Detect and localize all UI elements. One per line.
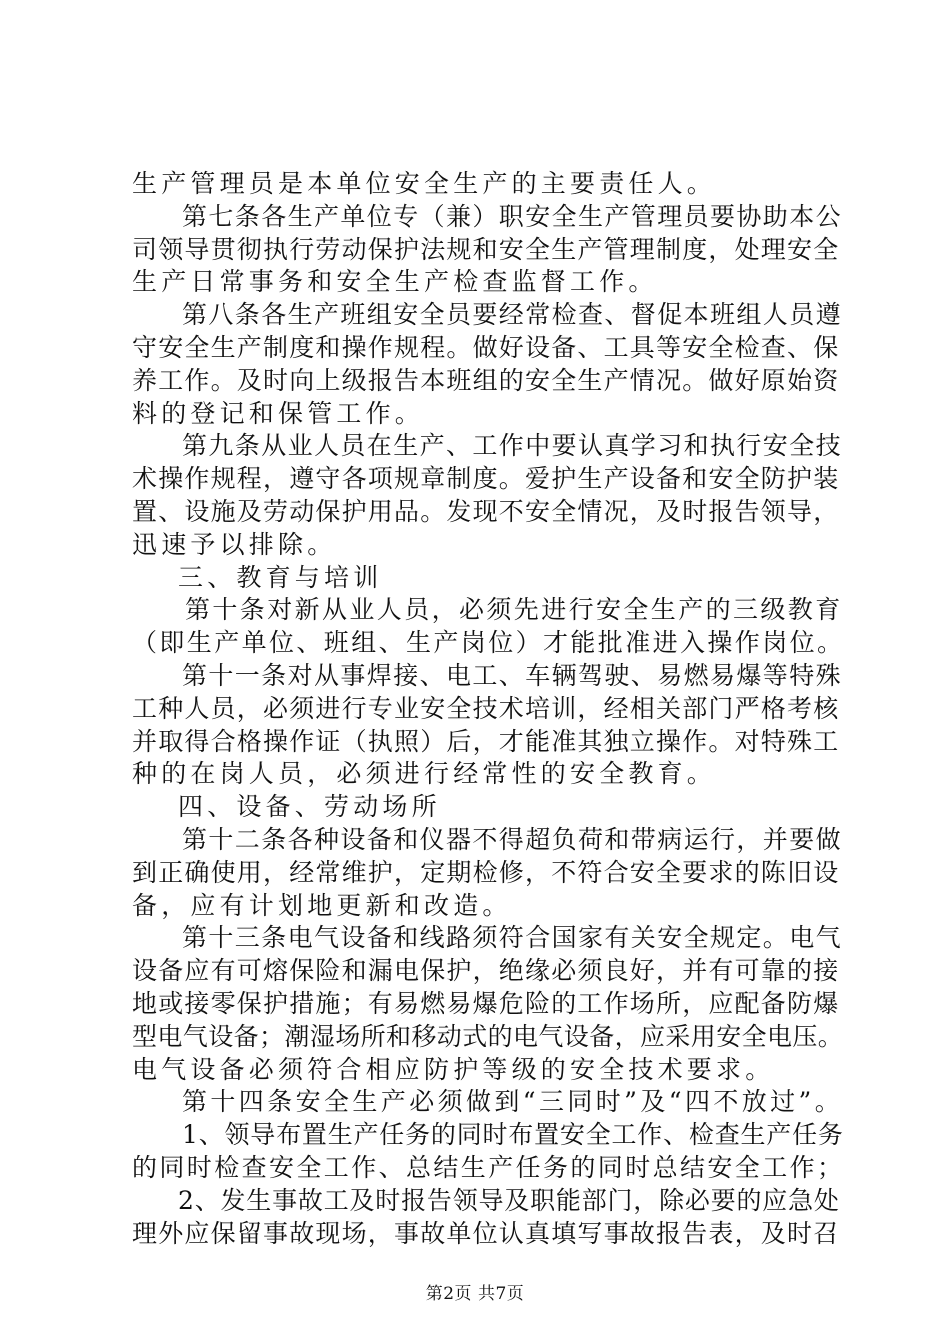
text-line: 设备应有可熔保险和漏电保护，绝缘必须良好，并有可靠的接	[132, 956, 840, 986]
text-line: 型电气设备；潮湿场所和移动式的电气设备，应采用安全电压。	[132, 1021, 844, 1051]
text-line: 料的登记和保管工作。	[132, 398, 425, 428]
document-body	[132, 168, 845, 1250]
text-line: 电气设备必须符合相应防护等级的安全技术要求。	[132, 1054, 775, 1084]
text-line: 生产日常事务和安全生产检查监督工作。	[132, 267, 658, 297]
section-heading: 四、设备、劳动场所	[178, 792, 441, 822]
text-line: 1、领导布置生产任务的同时布置安全工作、检查生产任务	[182, 1120, 844, 1150]
text-line: 术操作规程，遵守各项规章制度。爱护生产设备和安全防护装	[132, 464, 840, 494]
page-number: 第2页 共7页	[425, 1284, 525, 1304]
text-line: 司领导贯彻执行劳动保护法规和安全生产管理制度，处理安全	[132, 234, 840, 264]
text-line: 种的在岗人员，必须进行经常性的安全教育。	[132, 759, 717, 789]
text-line: 工种人员，必须进行专业安全技术培训，经相关部门严格考核	[132, 693, 840, 723]
text-line: 守安全生产制度和操作规程。做好设备、工具等安全检查、保	[132, 332, 840, 362]
text-line: 养工作。及时向上级报告本班组的安全生产情况。做好原始资	[132, 365, 840, 395]
section-heading: 三、教育与培训	[178, 562, 383, 592]
text-line: 地或接零保护措施；有易燃易爆危险的工作场所，应配备防爆	[132, 988, 840, 1018]
text-line: 第十三条电气设备和线路须符合国家有关安全规定。电气	[182, 923, 843, 953]
text-line: 第十四条安全生产必须做到“三同时”及“四不放过”。	[182, 1087, 844, 1117]
text-line: 生产管理员是本单位安全生产的主要责任人。	[132, 169, 717, 198]
text-line: 第十一条对从事焊接、电工、车辆驾驶、易燃易爆等特殊	[182, 660, 843, 690]
text-line: 并取得合格操作证（执照）后，才能准其独立操作。对特殊工	[132, 726, 840, 756]
text-line: 备，应有计划地更新和改造。	[132, 890, 512, 920]
text-line: 2、发生事故工及时报告领导及职能部门，除必要的应急处	[178, 1185, 840, 1215]
text-line: 第八条各生产班组安全员要经常检查、督促本班组人员遵	[182, 300, 843, 330]
text-line: （即生产单位、班组、生产岗位）才能批准进入操作岗位。	[132, 628, 845, 658]
text-line: 第十二条各种设备和仪器不得超负荷和带病运行，并要做	[182, 824, 843, 854]
text-line: 的同时检查安全工作、总结生产任务的同时总结安全工作；	[132, 1152, 845, 1182]
text-line: 第七条各生产单位专（兼）职安全生产管理员要协助本公	[182, 201, 843, 231]
text-line: 到正确使用，经常维护，定期检修，不符合安全要求的陈旧设	[132, 857, 840, 887]
text-line: 理外应保留事故现场，事故单位认真填写事故报告表，及时召	[132, 1218, 840, 1248]
text-line: 第九条从业人员在生产、工作中要认真学习和执行安全技	[182, 431, 843, 461]
text-line: 迅速予以排除。	[132, 529, 337, 559]
text-line: 置、设施及劳动保护用品。发现不安全情况，及时报告领导，	[132, 496, 840, 526]
text-line: 第十条对新从业人员，必须先进行安全生产的三级教育	[185, 595, 843, 625]
